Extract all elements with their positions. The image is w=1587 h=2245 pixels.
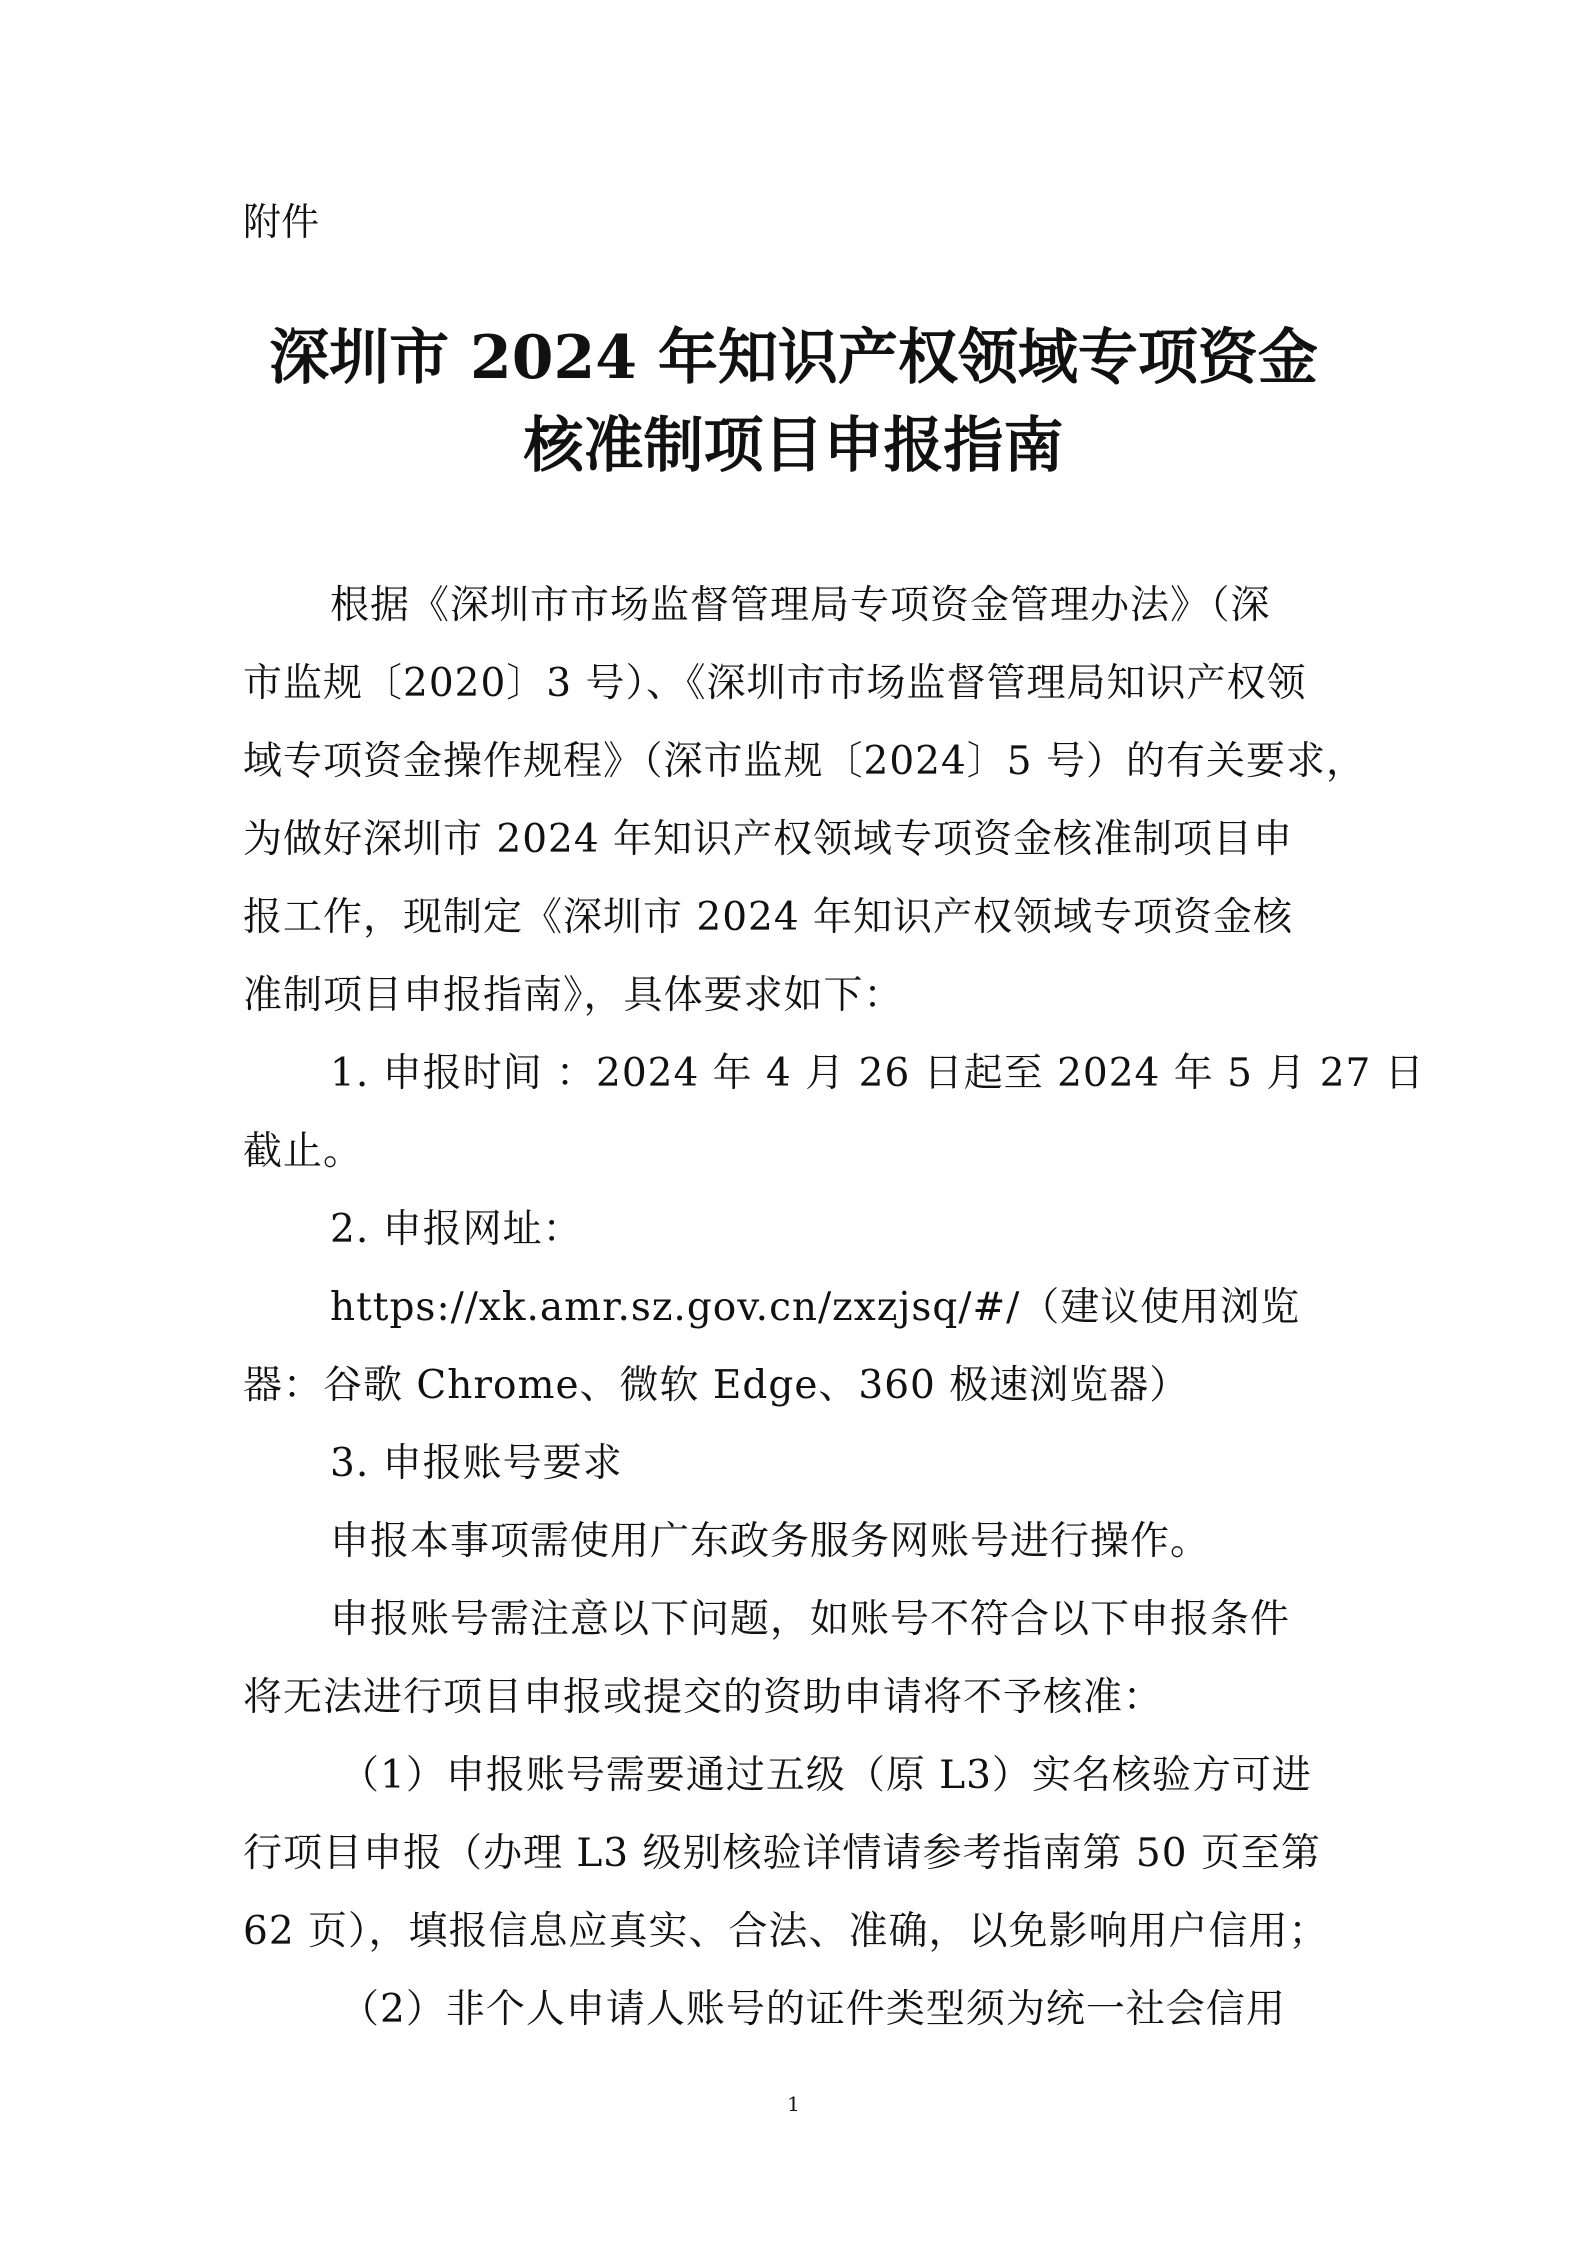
annex-label: 附件: [243, 200, 320, 244]
application-url-heading: 2. 申报网址：: [330, 1207, 583, 1252]
document-title-line-2: 核准制项目申报指南: [523, 411, 1064, 481]
requirement-item-2: （2）非个人申请人账号的证件类型须为统一社会信用: [340, 1987, 1286, 2032]
paragraph-line: 报工作，现制定《深圳市 2024 年知识产权领域专项资金核: [243, 895, 1294, 940]
application-time-line: 1. 申报时间 ：2024 年 4 月 26 日起至 2024 年 5 月 27 日: [330, 1051, 1425, 1096]
account-requirements-heading: 3. 申报账号要求: [330, 1441, 623, 1486]
paragraph-line: 为做好深圳市 2024 年知识产权领域专项资金核准制项目申: [243, 817, 1294, 862]
paragraph-line: 市监规〔2020〕3 号）、《深圳市市场监督管理局知识产权领: [243, 661, 1307, 706]
paragraph-line: 根据《深圳市市场监督管理局专项资金管理办法》（深: [330, 583, 1271, 628]
paragraph-line: 准制项目申报指南》，具体要求如下：: [243, 973, 904, 1018]
paragraph-line: 申报账号需注意以下问题，如账号不符合以下申报条件: [330, 1597, 1291, 1642]
document-title-line-1: 深圳市 2024 年知识产权领域专项资金: [269, 323, 1318, 393]
requirement-item-1: 行项目申报（办理 L3 级别核验详情请参考指南第 50 页至第: [243, 1831, 1321, 1876]
requirement-item-1: （1）申报账号需要通过五级（原 L3）实名核验方可进: [340, 1753, 1312, 1798]
paragraph-line: 申报本事项需使用广东政务服务网账号进行操作。: [330, 1519, 1211, 1564]
page-number: 1: [787, 2092, 800, 2116]
paragraph-line: 将无法进行项目申报或提交的资助申请将不予核准：: [243, 1675, 1164, 1720]
paragraph-line: 域专项资金操作规程》（深市监规〔2024〕5 号）的有关要求，: [243, 739, 1366, 784]
application-url-link[interactable]: https://xk.amr.sz.gov.cn/zxzjsq/#/（建议使用浏览: [330, 1285, 1301, 1330]
application-time-line: 截止。: [243, 1129, 364, 1174]
requirement-item-1: 62 页），填报信息应真实、合法、准确，以免影响用户信用；: [243, 1909, 1329, 1954]
browser-recommendation: 器：谷歌 Chrome、微软 Edge、360 极速浏览器）: [243, 1363, 1190, 1408]
